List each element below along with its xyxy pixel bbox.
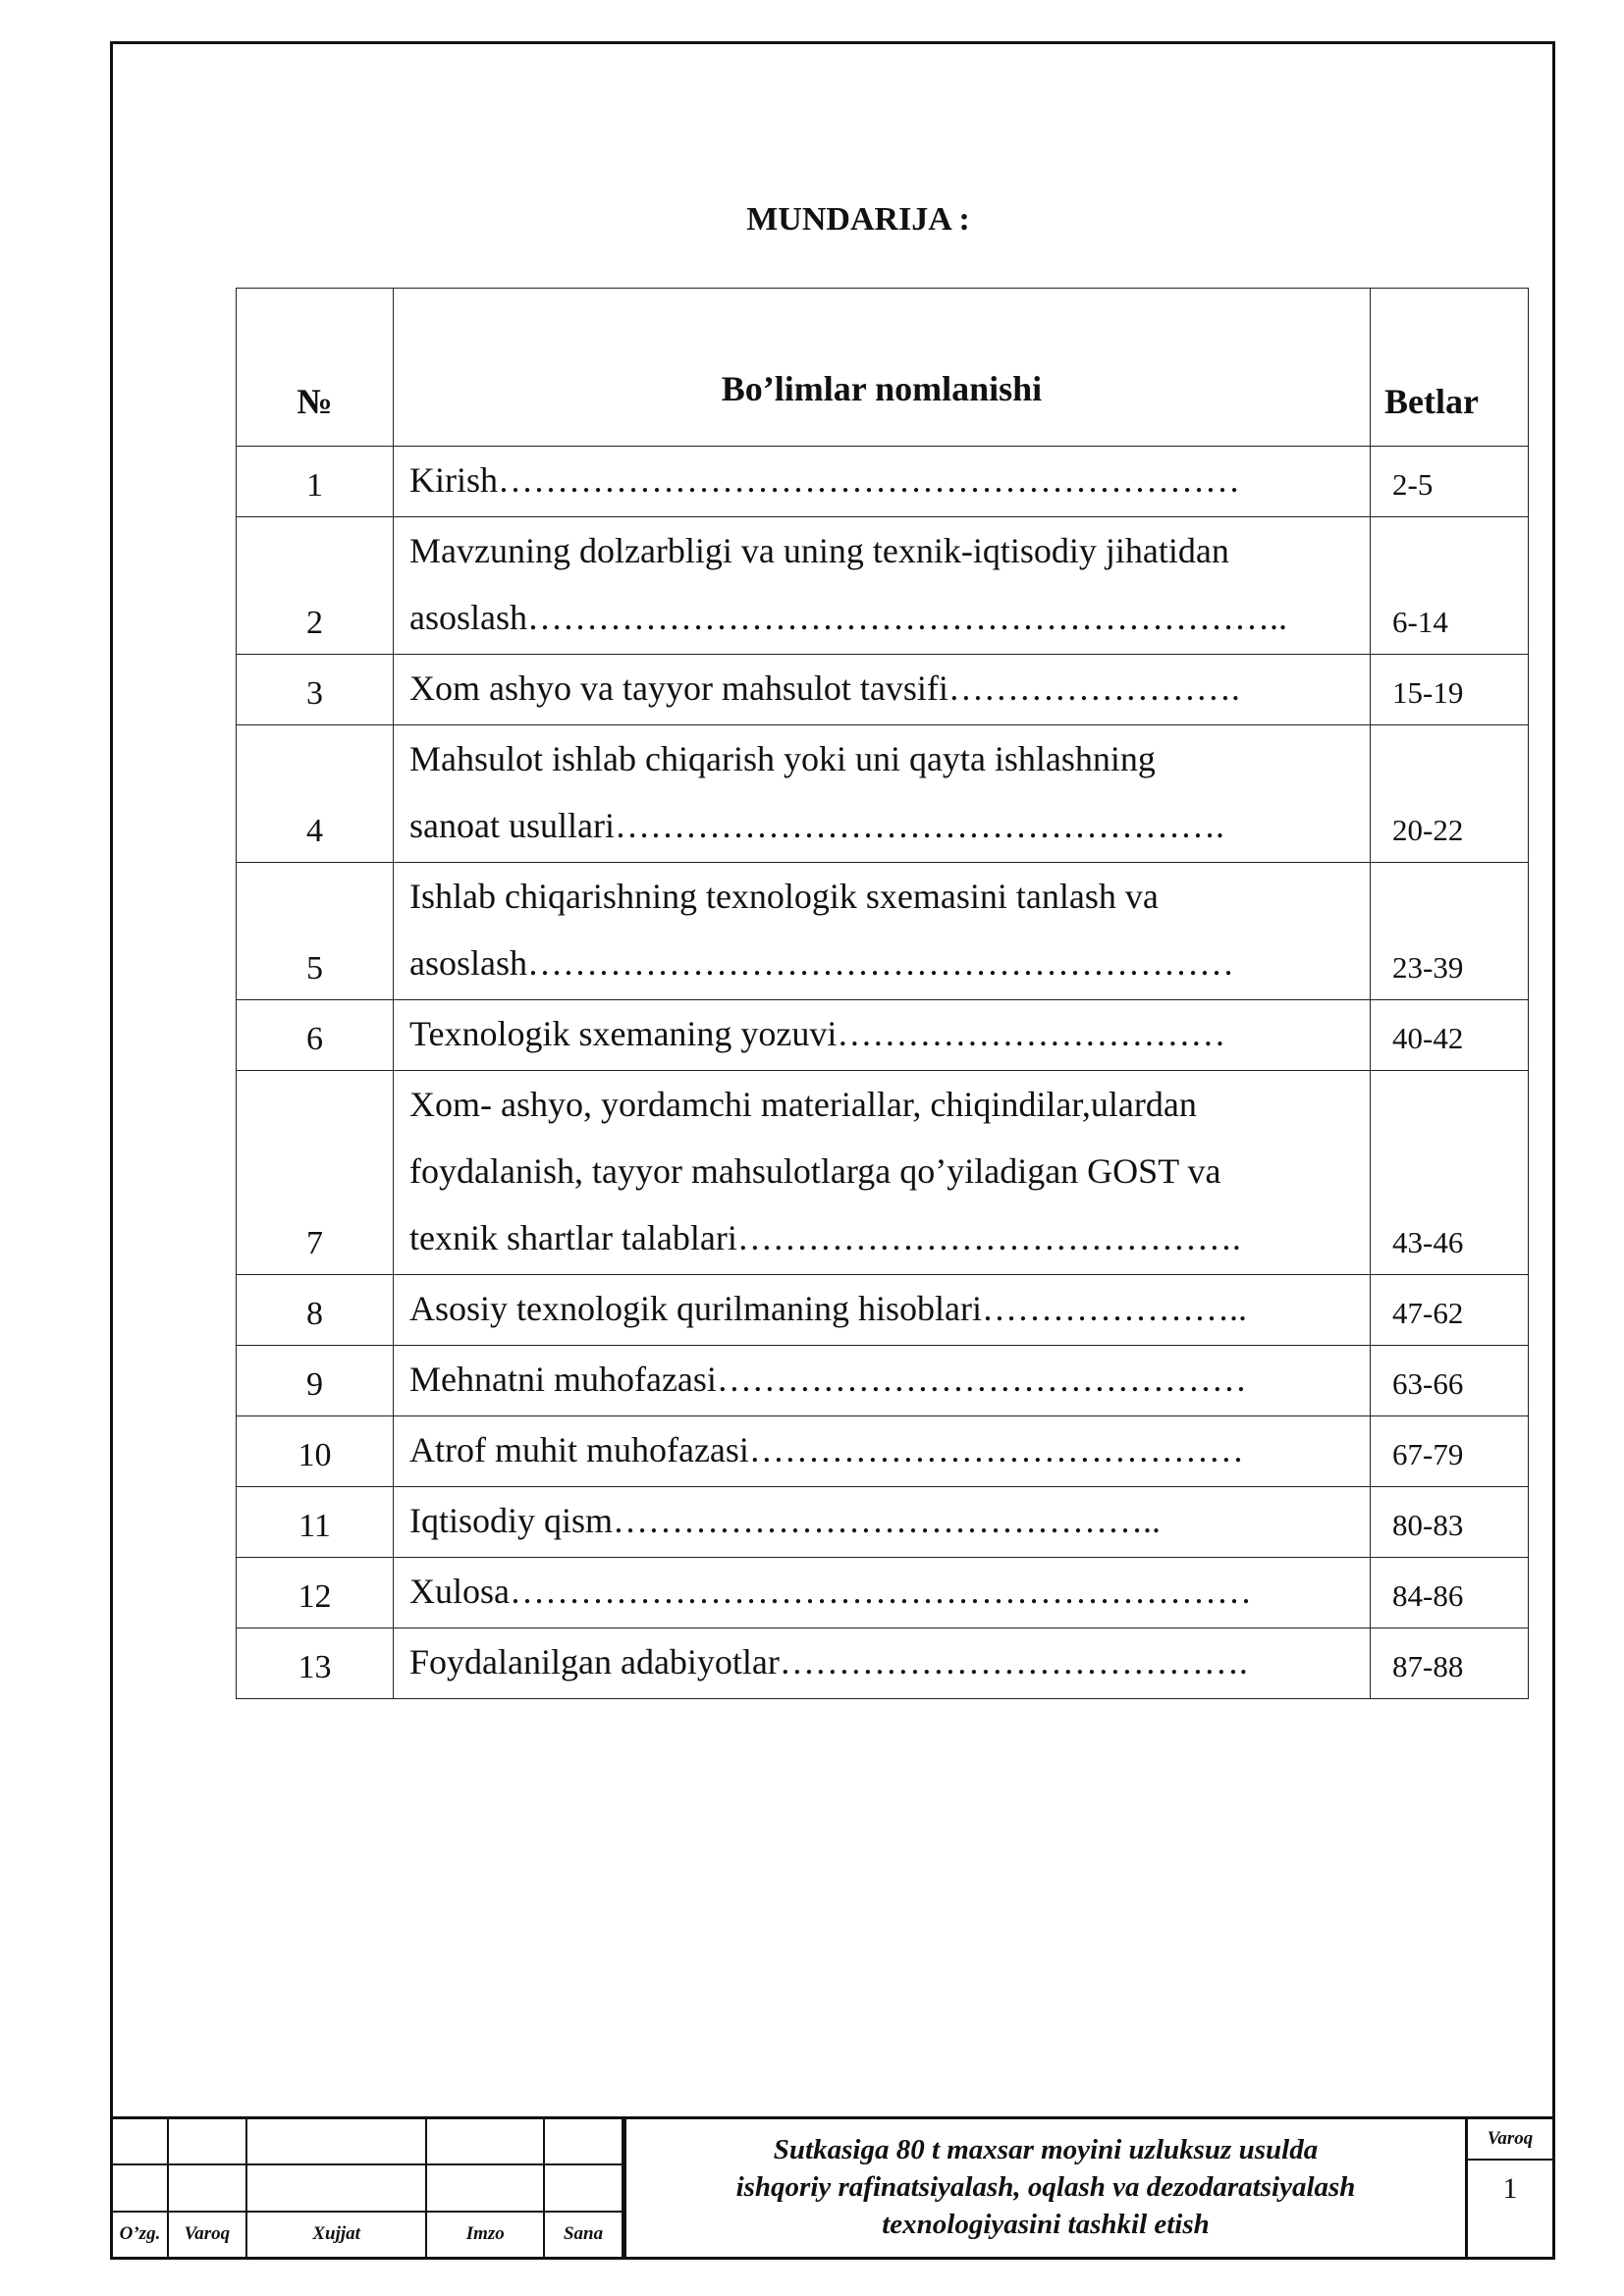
toc-row <box>237 1275 1529 1346</box>
section-number: 10 <box>237 1416 394 1487</box>
toc-row <box>237 863 1529 1000</box>
section-name-line: Mavzuning dolzarbligi va uning texnik-iqtisodiy jihatidan <box>409 531 1229 570</box>
project-title-line: texnologiyasini tashkil etish <box>882 2209 1210 2240</box>
page-frame <box>110 41 1555 2260</box>
grid-cell <box>168 2119 246 2164</box>
section-pages: 15-19 <box>1371 655 1529 725</box>
label-change: O’zg. <box>113 2212 168 2257</box>
table-of-contents <box>236 288 1529 1699</box>
section-name-line: Foydalanilgan adabiyotlar…………………………………. <box>409 1642 1248 1682</box>
section-name-line: foydalanish, tayyor mahsulotlarga qo’yiladigan GOST va <box>409 1151 1221 1191</box>
grid-cell <box>544 2164 623 2211</box>
section-number: 11 <box>237 1487 394 1558</box>
section-number: 7 <box>237 1071 394 1275</box>
section-pages: 20-22 <box>1371 725 1529 863</box>
section-number: 2 <box>237 517 394 655</box>
section-name-line: Atrof muhit muhofazasi…………………………………… <box>409 1430 1244 1469</box>
section-name-line: Mahsulot ishlab chiqarish yoki uni qayta ishlashning <box>409 739 1156 778</box>
section-name-line: Mehnatni muhofazasi……………………………………… <box>409 1360 1247 1399</box>
section-number: 8 <box>237 1275 394 1346</box>
project-title-line: ishqoriy rafinatsiyalash, oqlash va dezodaratsiyalash <box>735 2171 1356 2203</box>
header-num: № <box>237 289 394 447</box>
section-name-line: Xom- ashyo, yordamchi materiallar, chiqindilar,ulardan <box>409 1085 1197 1124</box>
toc-row <box>237 655 1529 725</box>
section-pages: 47-62 <box>1371 1275 1529 1346</box>
label-sheet: Varoq <box>168 2212 246 2257</box>
header-name: Bo’limlar nomlanishi <box>394 289 1371 447</box>
sheet-box <box>1468 2119 1552 2257</box>
toc-body <box>237 447 1529 1699</box>
section-name <box>394 1071 1371 1275</box>
section-number: 1 <box>237 447 394 517</box>
toc-row <box>237 1346 1529 1416</box>
section-name-line: asoslash……………………………………………………….. <box>409 598 1287 637</box>
section-pages: 2-5 <box>1371 447 1529 517</box>
section-name <box>394 863 1371 1000</box>
toc-header-row <box>237 289 1529 447</box>
toc-row <box>237 1558 1529 1629</box>
project-title <box>623 2119 1468 2257</box>
section-pages: 23-39 <box>1371 863 1529 1000</box>
section-name-line: Asosiy texnologik qurilmaning hisoblari………………….. <box>409 1289 1247 1328</box>
section-name <box>394 447 1371 517</box>
grid-cell <box>246 2119 427 2164</box>
toc-row <box>237 725 1529 863</box>
section-pages: 63-66 <box>1371 1346 1529 1416</box>
toc-row <box>237 1000 1529 1071</box>
section-pages: 6-14 <box>1371 517 1529 655</box>
grid-cell <box>544 2119 623 2164</box>
section-name-line: Iqtisodiy qism……………………………………….. <box>409 1501 1162 1540</box>
section-pages: 43-46 <box>1371 1071 1529 1275</box>
section-pages: 67-79 <box>1371 1416 1529 1487</box>
project-title-line: Sutkasiga 80 t maxsar moyini uzluksuz usulda <box>773 2134 1319 2165</box>
sheet-number: 1 <box>1502 2172 1518 2205</box>
section-number: 3 <box>237 655 394 725</box>
section-name <box>394 1416 1371 1487</box>
section-pages: 84-86 <box>1371 1558 1529 1629</box>
label-date: Sana <box>544 2212 623 2257</box>
grid-cell <box>426 2119 544 2164</box>
section-name-line: Ishlab chiqarishning texnologik sxemasini tanlash va <box>409 877 1159 916</box>
title-block-grid <box>113 2119 623 2257</box>
section-number: 9 <box>237 1346 394 1416</box>
section-number: 6 <box>237 1000 394 1071</box>
document-title-wrap <box>113 201 1552 239</box>
section-pages: 80-83 <box>1371 1487 1529 1558</box>
section-pages: 87-88 <box>1371 1629 1529 1699</box>
section-name <box>394 1346 1371 1416</box>
section-number: 12 <box>237 1558 394 1629</box>
toc-row <box>237 1487 1529 1558</box>
section-number: 13 <box>237 1629 394 1699</box>
section-name-line: texnik shartlar talablari……………………………………. <box>409 1218 1241 1257</box>
sheet-label: Varoq <box>1468 2119 1552 2161</box>
section-name-line: Texnologik sxemaning yozuvi…………………………… <box>409 1014 1226 1053</box>
section-name-line: Kirish……………………………………………………… <box>409 460 1240 500</box>
grid-cell <box>113 2119 168 2164</box>
section-name <box>394 725 1371 863</box>
section-name <box>394 517 1371 655</box>
section-name <box>394 1629 1371 1699</box>
grid-cell <box>426 2164 544 2211</box>
section-name <box>394 1275 1371 1346</box>
section-number: 5 <box>237 863 394 1000</box>
toc-row <box>237 1071 1529 1275</box>
section-name <box>394 1000 1371 1071</box>
title-block <box>113 2116 1552 2257</box>
section-name <box>394 1558 1371 1629</box>
toc-row <box>237 1416 1529 1487</box>
document-title: MUNDARIJA : <box>746 201 970 238</box>
section-name <box>394 655 1371 725</box>
section-number: 4 <box>237 725 394 863</box>
header-pages: Betlar <box>1371 289 1529 447</box>
toc-row <box>237 447 1529 517</box>
grid-cell <box>246 2164 427 2211</box>
grid-cell <box>168 2164 246 2211</box>
label-signature: Imzo <box>426 2212 544 2257</box>
section-name-line: Xulosa……………………………………………………… <box>409 1572 1252 1611</box>
toc-row <box>237 517 1529 655</box>
section-pages: 40-42 <box>1371 1000 1529 1071</box>
label-document: Xujjat <box>246 2212 427 2257</box>
section-name-line: asoslash…………………………………………………… <box>409 943 1234 983</box>
section-name-line: sanoat usullari……………………………………………. <box>409 806 1224 845</box>
grid-cell <box>113 2164 168 2211</box>
section-name-line: Xom ashyo va tayyor mahsulot tavsifi……………………. <box>409 668 1240 708</box>
toc-row <box>237 1629 1529 1699</box>
section-name <box>394 1487 1371 1558</box>
